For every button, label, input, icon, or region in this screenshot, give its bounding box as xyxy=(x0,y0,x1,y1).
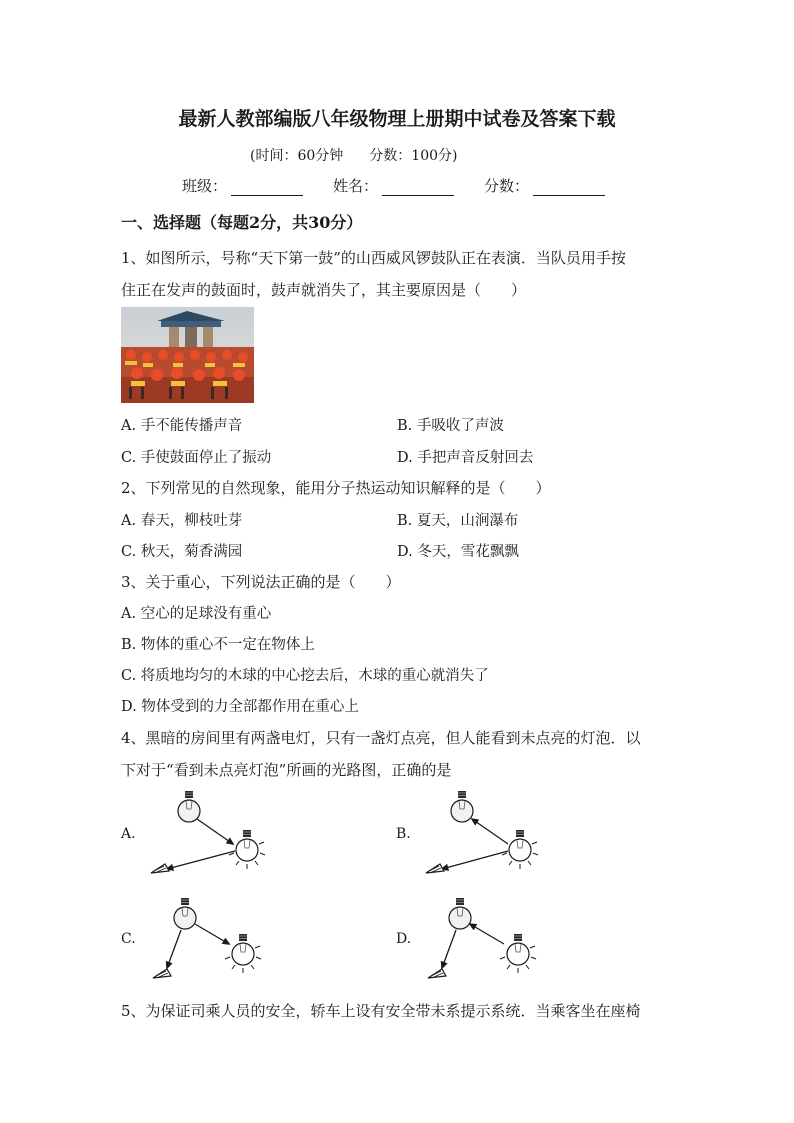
q1-option-a[interactable]: A. 手不能传播声音 xyxy=(121,418,243,434)
q3-line1: 3、关于重心，下列说法正确的是（ ） xyxy=(121,573,401,591)
q2-option-c[interactable]: C. 秋天，菊香满园 xyxy=(121,544,243,560)
q1-line1: 1、如图所示，号称“天下第一鼓”的山西威风锣鼓队正在表演．当队员用手按 xyxy=(121,249,626,267)
q1-option-b[interactable]: B. 手吸收了声波 xyxy=(397,418,504,434)
name-field xyxy=(333,175,454,196)
exam-meta xyxy=(250,145,483,165)
q5-line1: 5、为保证司乘人员的安全，轿车上设有安全带未系提示系统．当乘客坐在座椅 xyxy=(121,1002,641,1020)
q2-option-a[interactable]: A. 春天，柳枝吐芽 xyxy=(121,513,243,529)
q1-option-d[interactable]: D. 手把声音反射回去 xyxy=(397,450,534,466)
q3-option-b[interactable]: B. 物体的重心不一定在物体上 xyxy=(121,637,315,653)
class-label: 班级： xyxy=(182,177,228,195)
q2-option-b[interactable]: B. 夏天，山涧瀑布 xyxy=(397,513,519,529)
q4-option-d-label[interactable]: D. xyxy=(396,931,412,947)
q4-diagram-c[interactable] xyxy=(145,892,275,987)
exam-score: 分数：100分) xyxy=(369,148,458,164)
name-label: 姓名： xyxy=(333,177,379,195)
q3-option-a[interactable]: A. 空心的足球没有重心 xyxy=(121,606,272,622)
page-title: 最新人教部编版八年级物理上册期中试卷及答案下载 xyxy=(178,108,616,130)
class-field xyxy=(182,175,303,196)
q4-diagram-a[interactable] xyxy=(145,785,275,880)
q4-diagram-d[interactable] xyxy=(420,892,550,987)
points-field xyxy=(484,175,605,196)
q4-diagram-b[interactable] xyxy=(420,785,550,880)
q3-option-c[interactable]: C. 将质地均匀的木球的中心挖去后，木球的重心就消失了 xyxy=(121,668,489,684)
q4-line1: 4、黑暗的房间里有两盏电灯，只有一盏灯点亮，但人能看到未点亮的灯泡．以 xyxy=(121,729,641,747)
class-blank[interactable] xyxy=(231,180,303,196)
exam-time: (时间：60分钟 xyxy=(250,148,344,164)
q2-option-d[interactable]: D. 冬天，雪花飘飘 xyxy=(397,544,519,560)
q2-line1: 2、下列常见的自然现象，能用分子热运动知识解释的是（ ） xyxy=(121,479,551,497)
drum-performance-image xyxy=(121,307,254,403)
student-info-row xyxy=(182,175,635,196)
q3-option-d[interactable]: D. 物体受到的力全部都作用在重心上 xyxy=(121,699,359,715)
q1-line2: 住正在发声的鼓面时，鼓声就消失了，其主要原因是（ ） xyxy=(121,281,527,299)
section-title: 一、选择题（每题2分，共30分） xyxy=(121,213,363,232)
q4-option-a-label[interactable]: A. xyxy=(121,826,136,842)
name-blank[interactable] xyxy=(382,180,454,196)
points-blank[interactable] xyxy=(533,180,605,196)
q4-option-b-label[interactable]: B. xyxy=(396,826,411,842)
q4-line2: 下对于“看到未点亮灯泡”所画的光路图，正确的是 xyxy=(121,761,452,779)
q4-option-c-label[interactable]: C. xyxy=(121,931,136,947)
q1-option-c[interactable]: C. 手使鼓面停止了振动 xyxy=(121,450,272,466)
points-label: 分数： xyxy=(484,177,530,195)
